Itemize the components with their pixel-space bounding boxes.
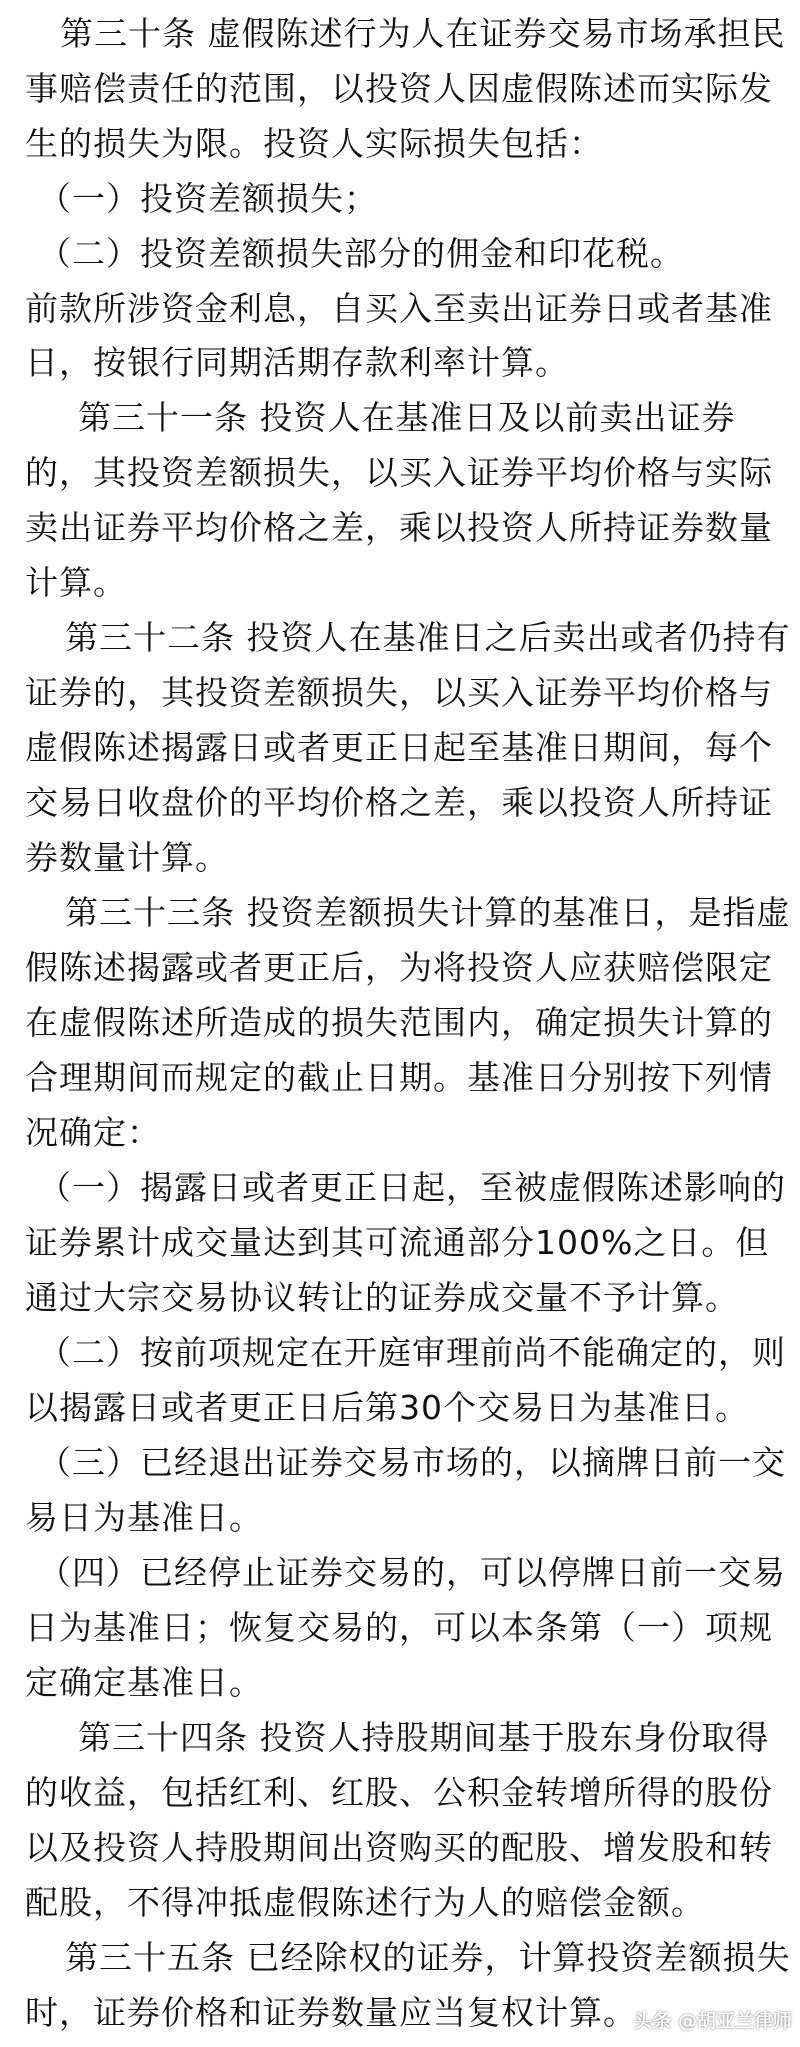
text-line: 通过大宗交易协议转让的证券成交量不予计算。	[25, 1278, 739, 1317]
text-line: 以及投资人持股期间出资购买的配股、增发股和转	[25, 1828, 773, 1867]
text-line: 易日为基准日。	[25, 1498, 263, 1537]
text-line: （一）投资差额损失；	[38, 179, 378, 218]
text-line: 第三十一条 投资人在基准日及以前卖出证券	[78, 398, 736, 437]
text-line: 定确定基准日。	[25, 1663, 263, 1702]
text-line: 证券的，其投资差额损失，以买入证券平均价格与	[25, 673, 773, 712]
text-line: 生的损失为限。投资人实际损失包括：	[25, 124, 603, 163]
text-line: 在虚假陈述所造成的损失范围内，确定损失计算的	[25, 1003, 773, 1042]
text-line: 第三十四条 投资人持股期间基于股东身份取得	[78, 1718, 770, 1757]
watermark-text: 头条 @胡亚兰律师	[633, 2010, 792, 2032]
text-line: 的收益，包括红利、红股、公积金转增所得的股份	[25, 1773, 773, 1812]
text-line: 第三十条 虚假陈述行为人在证券交易市场承担民	[60, 14, 786, 53]
text-line: 日，按银行同期活期存款利率计算。	[25, 343, 569, 382]
text-line: 前款所涉资金利息，自买入至卖出证券日或者基准	[25, 289, 773, 328]
text-line: （二）投资差额损失部分的佣金和印花税。	[38, 234, 684, 273]
watermark	[633, 2009, 792, 2033]
text-line: 事赔偿责任的范围，以投资人因虚假陈述而实际发	[25, 69, 773, 108]
text-line: 第三十三条 投资差额损失计算的基准日，是指虚	[65, 893, 791, 932]
text-line: （三）已经退出证券交易市场的，以摘牌日前一交	[38, 1443, 786, 1482]
text-line: 卖出证券平均价格之差，乘以投资人所持证券数量	[25, 508, 773, 547]
text-line: 证券累计成交量达到其可流通部分100%之日。但	[25, 1223, 770, 1262]
text-line: 虚假陈述揭露日或者更正日起至基准日期间，每个	[25, 728, 773, 767]
text-line: 交易日收盘价的平均价格之差，乘以投资人所持证	[25, 783, 773, 822]
text-line: （四）已经停止证券交易的，可以停牌日前一交易	[38, 1553, 786, 1592]
text-line: 合理期间而规定的截止日期。基准日分别按下列情	[25, 1058, 773, 1097]
text-line: 况确定：	[25, 1113, 161, 1152]
text-line: （二）按前项规定在开庭审理前尚不能确定的，则	[38, 1333, 786, 1372]
text-line: 券数量计算。	[25, 838, 229, 877]
text-line: 以揭露日或者更正日后第30个交易日为基准日。	[25, 1388, 749, 1427]
text-line: 第三十五条 已经除权的证券，计算投资差额损失	[65, 1938, 791, 1977]
text-line: 配股，不得冲抵虚假陈述行为人的赔偿金额。	[25, 1883, 705, 1922]
text-line: 第三十二条 投资人在基准日之后卖出或者仍持有	[65, 618, 791, 657]
text-line: 计算。	[25, 563, 127, 602]
text-line: （一）揭露日或者更正日起，至被虚假陈述影响的	[38, 1168, 786, 1207]
text-line: 假陈述揭露或者更正后，为将投资人应获赔偿限定	[25, 948, 773, 987]
text-line: 的，其投资差额损失，以买入证券平均价格与实际	[25, 453, 773, 492]
text-line: 时，证券价格和证券数量应当复权计算。	[25, 1993, 637, 2032]
text-line: 日为基准日；恢复交易的，可以本条第（一）项规	[25, 1608, 773, 1647]
